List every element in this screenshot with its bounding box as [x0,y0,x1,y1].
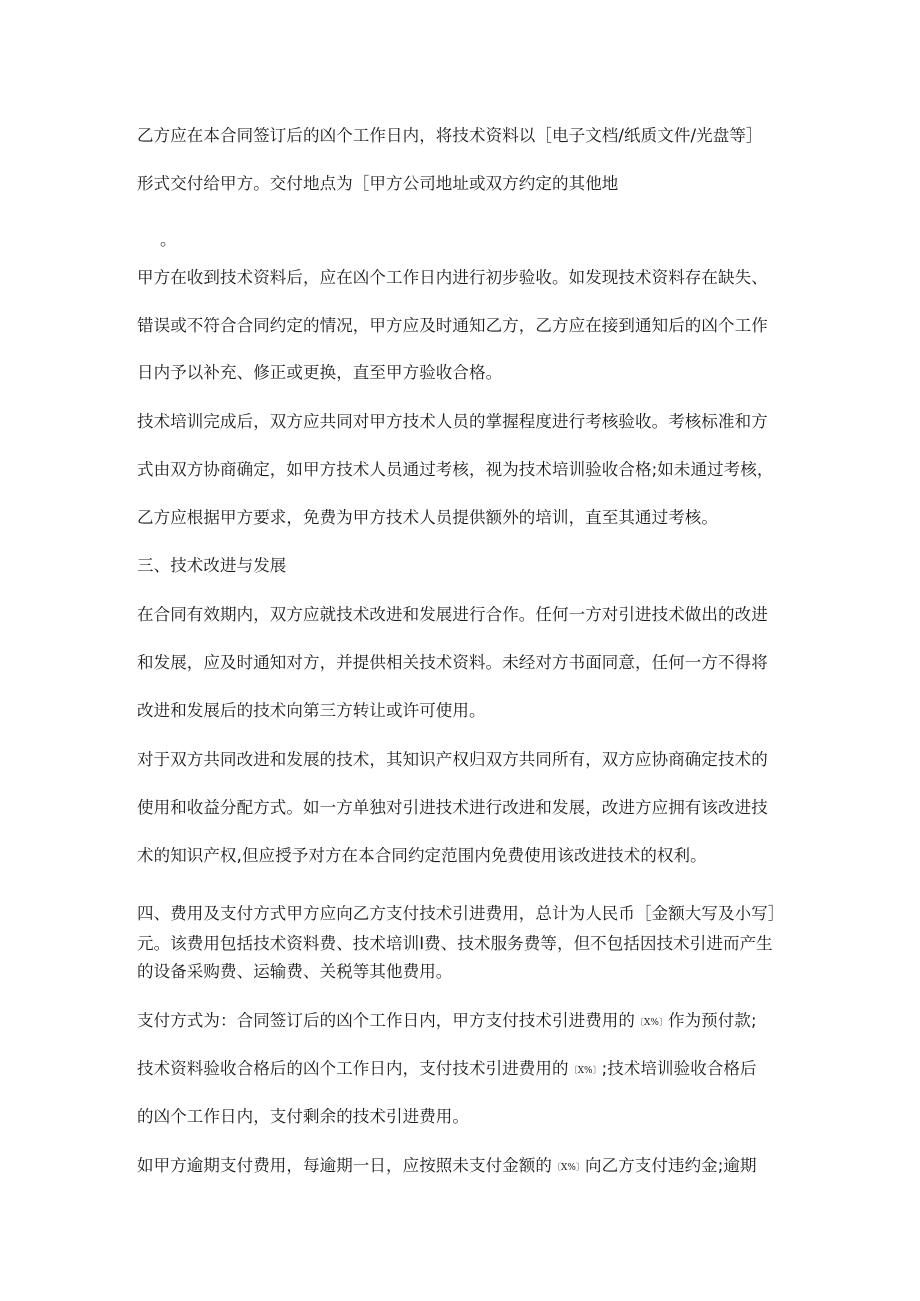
section-heading: 四、费用及支付方式甲方应向乙方支付技术引进费用，总计为人民币［金额大写及小写］ [137,904,785,923]
percent-placeholder: 〔X%〕 [552,1163,585,1173]
text-line: 在合同有效期内，双方应就技术改进和发展进行合作。任何一方对引进技术做出的改进 [137,605,768,624]
percent-placeholder: 〔X%〕 [568,1066,602,1076]
text-line: 乙方应在本合同签订后的凶个工作日内，将技术资料以［电子文档/纸质文件/光盘等］ [137,126,763,145]
text-segment: ;技术培训验收合格后 [601,1059,757,1078]
text-line: 元。该费用包括技术资料费、技术培训I费、技术服务费等，但不包括因技术引进而产生 [137,934,773,953]
text-line: 乙方应根据甲方要求，免费为甲方技术人员提供额外的培训，直至其通过考核。 [137,508,718,527]
section-heading: 三、技术改进与发展 [137,556,287,575]
text-segment: 技术资料验收合格后的凶个工作日内，支付技术引进费用的 [137,1059,569,1078]
payment-line-3: 的凶个工作日内，支付剩余的技术引进费用。 [137,1107,469,1126]
text-line: 。 [160,230,177,249]
text-line: 和发展，应及时通知对方，并提供相关技术资料。未经对方书面同意，任何一方不得将 [137,653,768,672]
payment-line-2 [137,1059,797,1081]
text-line: 日内予以补充、修正或更换，直至甲方验收合格。 [137,363,503,382]
text-line: 甲方在收到技术资料后，应在凶个工作日内进行初步验收。如发现技术资料存在缺失、 [137,268,768,287]
payment-line-4 [137,1156,797,1178]
text-line: 的设备采购费、运输费、关税等其他费用。 [137,962,453,981]
text-segment: 作为预付款; [667,1011,757,1030]
percent-placeholder: 〔X%〕 [635,1018,668,1028]
text-line: 技术培训完成后，双方应共同对甲方技术人员的掌握程度进行考核验收。考核标准和方 [137,412,768,431]
payment-line-1 [137,1011,797,1033]
text-segment: 如甲方逾期支付费用，每逾期一日，应按照未支付金额的 [137,1156,552,1175]
text-line: 改进和发展后的技术向第三方转让或许可使用。 [137,701,486,720]
text-line: 使用和收益分配方式。如一方单独对引进技术进行改进和发展，改进方应拥有该改进技 [137,798,768,817]
text-line: 错误或不符合合同约定的情况，甲方应及时通知乙方，乙方应在接到通知后的凶个工作 [137,316,768,335]
text-segment: 支付方式为：合同签订后的凶个工作日内，甲方支付技术引进费用的 [137,1011,635,1030]
text-line: 对于双方共同改进和发展的技术，其知识产权归双方共同所有，双方应协商确定技术的 [137,750,768,769]
text-segment: 向乙方支付违约金;逾期 [584,1156,757,1175]
text-line: 式由双方协商确定，如甲方技术人员通过考核，视为技术培训验收合格;如未通过考核， [137,460,774,479]
text-line: 形式交付给甲方。交付地点为［甲方公司地址或双方约定的其他地 [137,174,619,193]
text-line: 术的知识产权,但应授予对方在本合同约定范围内免费使用该改进技术的权利。 [137,846,707,865]
